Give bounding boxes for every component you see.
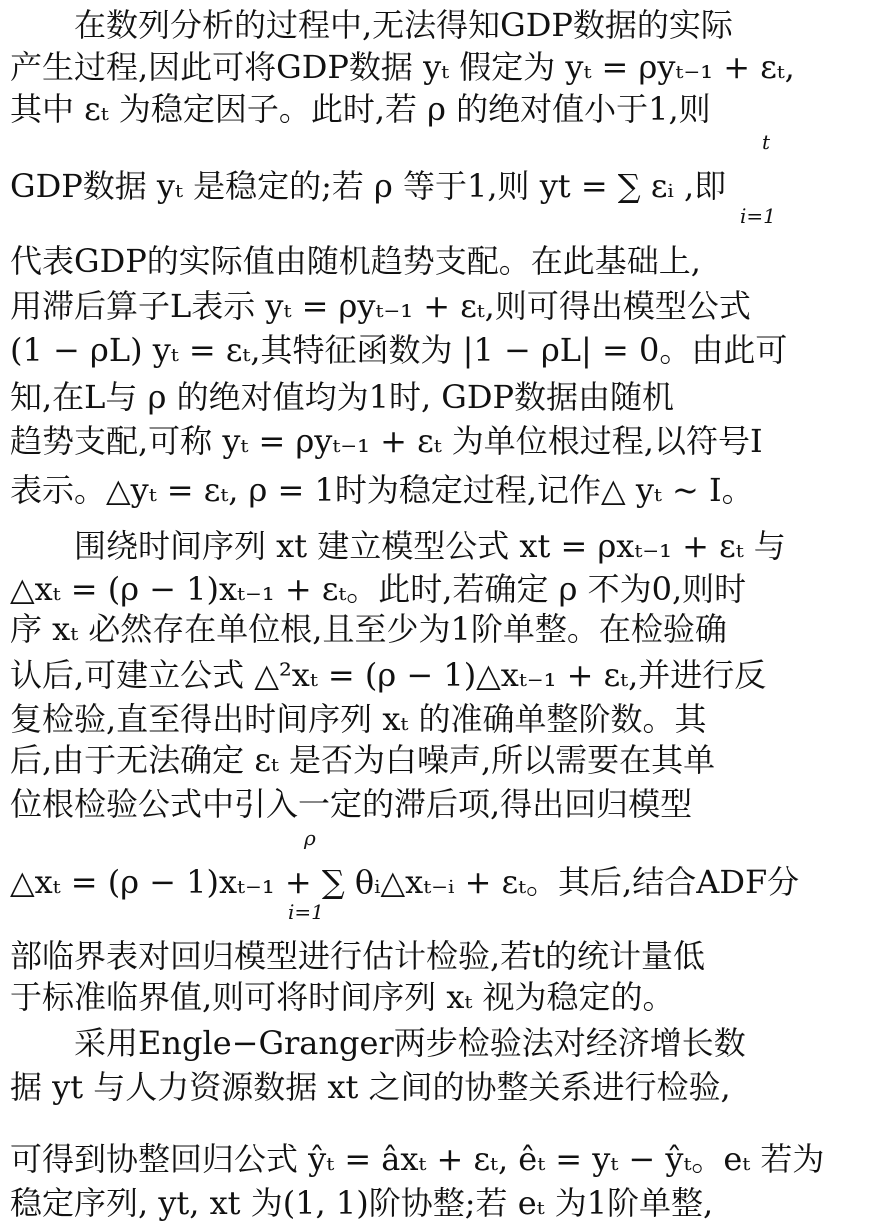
text-line: 其中 εₜ 为稳定因子。此时,若 ρ 的绝对值小于1,则 [10, 90, 711, 128]
text-line: 据 yt 与人力资源数据 xt 之间的协整关系进行检验, [10, 1068, 731, 1106]
text-line: 围绕时间序列 xt 建立模型公式 xt = ρxₜ₋₁ + εₜ 与 [74, 527, 786, 565]
sum-upper-limit: t [762, 130, 771, 154]
text-line: 用滞后算子L表示 yₜ = ρyₜ₋₁ + εₜ,则可得出模型公式 [10, 287, 751, 325]
text-line: △xₜ = (ρ − 1)xₜ₋₁ + εₜ。此时,若确定 ρ 不为0,则时 [10, 570, 747, 608]
text-line: 代表GDP的实际值由随机趋势支配。在此基础上, [10, 242, 701, 280]
text-line: 部临界表对回归模型进行估计检验,若t的统计量低 [10, 937, 706, 975]
text-line: 稳定序列, yt, xt 为(1, 1)阶协整;若 eₜ 为1阶单整, [10, 1184, 714, 1222]
text-line: 位根检验公式中引入一定的滞后项,得出回归模型 [10, 785, 693, 823]
text-segment: △xₜ = (ρ − 1)xₜ₋₁ + ∑ θᵢ△xₜ₋ᵢ + εₜ。其后,结合ADF分 [10, 863, 800, 901]
text-line: 于标准临界值,则可将时间序列 xₜ 视为稳定的。 [10, 978, 675, 1016]
text-line: 认后,可建立公式 △²xₜ = (ρ − 1)△xₜ₋₁ + εₜ,并进行反 [10, 656, 767, 694]
sum-lower-limit: i=1 [288, 900, 324, 924]
text-line: 复检验,直至得出时间序列 xₜ 的准确单整阶数。其 [10, 700, 707, 738]
text-line-with-summation [10, 140, 866, 232]
text-line: 在数列分析的过程中,无法得知GDP数据的实际 [74, 6, 733, 44]
text-line: 序 xₜ 必然存在单位根,且至少为1阶单整。在检验确 [10, 610, 727, 648]
text-line: 趋势支配,可称 yₜ = ρyₜ₋₁ + εₜ 为单位根过程,以符号I [10, 422, 763, 460]
text-line: 可得到协整回归公式 ŷₜ = âxₜ + εₜ, êₜ = yₜ − ŷₜ。eₜ 若为 [10, 1140, 825, 1178]
text-segment: GDP数据 yₜ 是稳定的;若 ρ 等于1,则 yt = ∑ εᵢ ,即 [10, 167, 727, 205]
sum-lower-limit: i=1 [740, 204, 776, 228]
text-line: 采用Engle−Granger两步检验法对经济增长数 [74, 1024, 746, 1062]
sum-upper-limit: ρ [304, 826, 316, 850]
text-line: 产生过程,因此可将GDP数据 yₜ 假定为 yₜ = ρyₜ₋₁ + εₜ, [10, 48, 795, 86]
text-line: (1 − ρL) yₜ = εₜ,其特征函数为 |1 − ρL| = 0。由此可 [10, 331, 788, 369]
text-line-with-summation [10, 836, 866, 928]
text-line: 后,由于无法确定 εₜ 是否为白噪声,所以需要在其单 [10, 741, 716, 779]
text-line: 知,在L与 ρ 的绝对值均为1时, GDP数据由随机 [10, 378, 675, 416]
text-line: 表示。△yₜ = εₜ, ρ = 1时为稳定过程,记作△ yₜ ~ I。 [10, 471, 754, 509]
